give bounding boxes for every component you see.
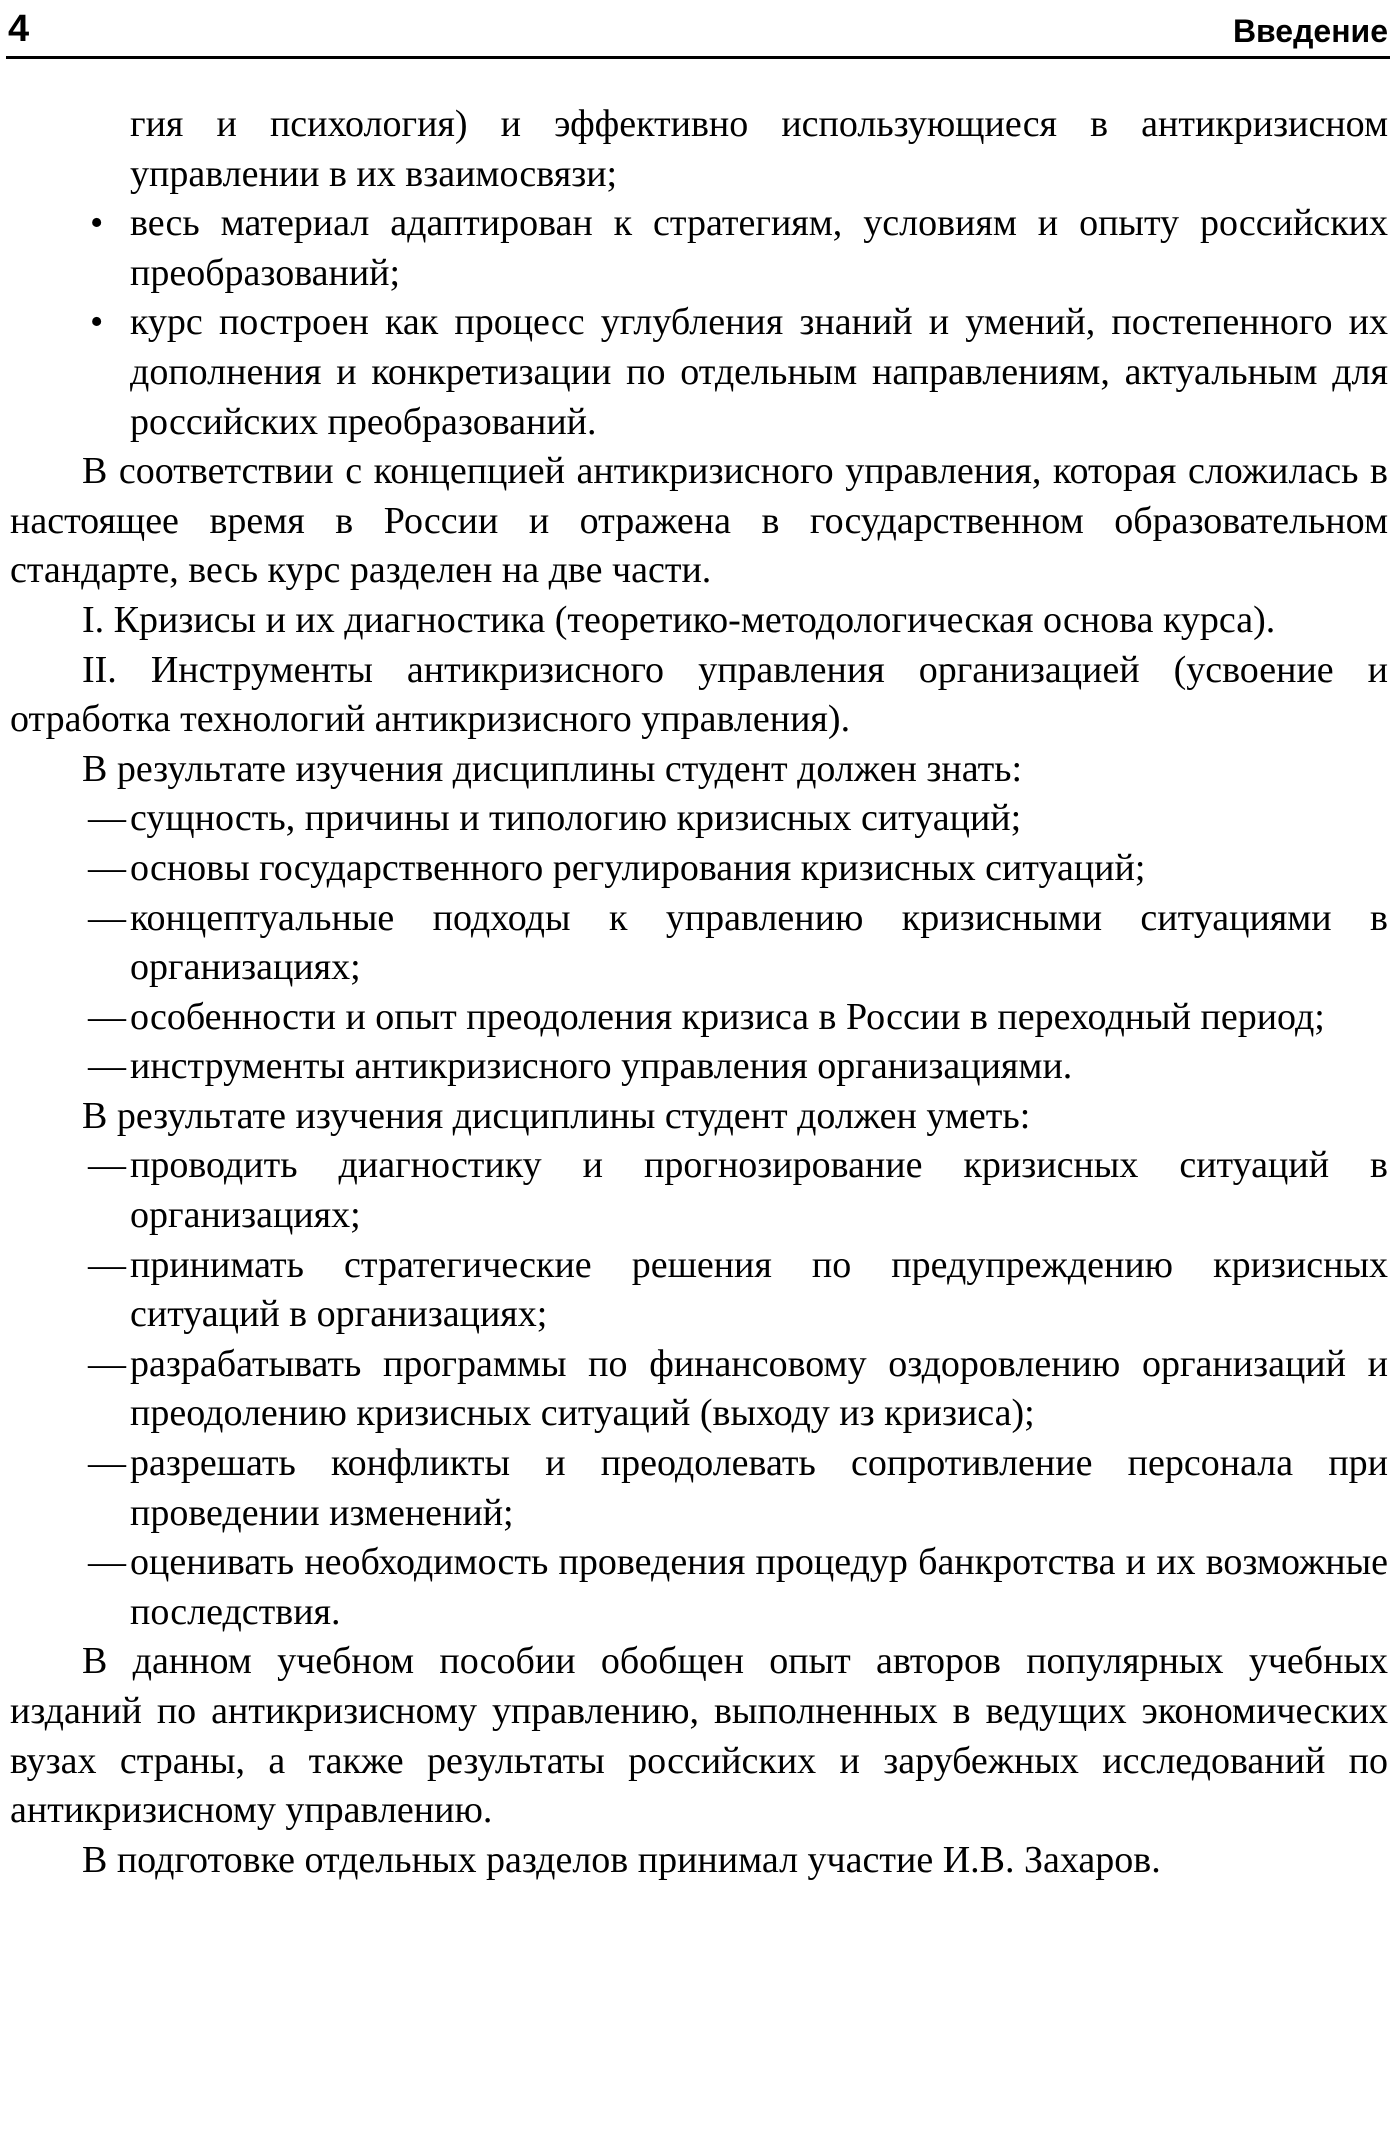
- dash-marker: —: [88, 1442, 126, 1485]
- continued-list-item: гия и психология) и эффективно использующиеся в антикризисном управлении в их взаимосвязи;: [130, 103, 1388, 195]
- paragraph-credit: В подготовке отдельных разделов принимал участие И.В. Захаров.: [82, 1838, 1161, 1881]
- know-intro: В результате изучения дисциплины студент должен знать:: [82, 747, 1023, 790]
- dash-marker: —: [88, 1144, 126, 1187]
- dash-marker: —: [88, 995, 126, 1038]
- paragraph-part-two: II. Инструменты антикризисного управления организацией (усвоение и отработка технологий антикризисного управления).: [10, 648, 1388, 741]
- know-item-text: сущность, причины и типологию кризисных ситуаций;: [130, 797, 1022, 840]
- know-item: [10, 844, 1388, 894]
- know-item: [10, 1042, 1388, 1092]
- know-item-text: инструменты антикризисного управления организациями.: [130, 1045, 1073, 1088]
- know-item: [10, 993, 1388, 1043]
- bullet-item: [10, 298, 1388, 447]
- bullet-text: курс построен как процесс углубления знаний и умений, постепенного их дополнения и конкретизации по отдельным направлениям, актуальным для российских преобразований.: [130, 301, 1388, 443]
- paragraph-part-one: I. Кризисы и их диагностика (теоретико-методологическая основа курса).: [82, 598, 1276, 641]
- bullet-marker: •: [90, 202, 104, 245]
- able-item: [10, 1241, 1388, 1340]
- paragraph-concept: В соответствии с концепцией антикризисного управления, которая сложилась в настоящее время в России и отражена в государственном образовательном стандарте, весь курс разделен на две части.: [10, 450, 1388, 592]
- able-item: [10, 1141, 1388, 1240]
- page-body: [10, 100, 1388, 1885]
- dash-marker: —: [88, 1541, 126, 1584]
- dash-marker: —: [88, 1342, 126, 1385]
- able-item: [10, 1538, 1388, 1637]
- able-item: [10, 1439, 1388, 1538]
- dash-marker: —: [88, 896, 126, 939]
- know-item-text: концептуальные подходы к управлению кризисными ситуациями в организациях;: [130, 896, 1388, 989]
- bullet-marker: •: [90, 301, 104, 344]
- page-header: [6, 4, 1390, 59]
- page-number: 4: [8, 8, 30, 50]
- dash-marker: —: [88, 1045, 126, 1088]
- able-item-text: принимать стратегические решения по предупреждению кризисных ситуаций в организациях;: [130, 1243, 1388, 1336]
- know-item: [10, 794, 1388, 844]
- paragraph-summary: В данном учебном пособии обобщен опыт авторов популярных учебных изданий по антикризисному управлению, выполненных в ведущих экономических вузах страны, а также результаты российских и зарубежных исследований по антикризисному управлению.: [10, 1640, 1388, 1832]
- bullet-text: весь материал адаптирован к стратегиям, условиям и опыту российских преобразований;: [130, 202, 1388, 294]
- able-item: [10, 1340, 1388, 1439]
- dash-marker: —: [88, 846, 126, 889]
- know-item-text: особенности и опыт преодоления кризиса в России в переходный период;: [130, 995, 1325, 1038]
- running-title: Введение: [1232, 13, 1388, 49]
- able-item-text: разрабатывать программы по финансовому оздоровлению организаций и преодолению кризисных ситуаций (выходу из кризиса);: [130, 1342, 1388, 1435]
- dash-marker: —: [88, 1243, 126, 1286]
- able-item-text: проводить диагностику и прогнозирование кризисных ситуаций в организациях;: [130, 1144, 1388, 1237]
- able-item-text: разрешать конфликты и преодолевать сопротивление персонала при проведении изменений;: [130, 1442, 1388, 1534]
- bullet-item: [10, 199, 1388, 298]
- know-item-text: основы государственного регулирования кризисных ситуаций;: [130, 846, 1146, 889]
- able-intro: В результате изучения дисциплины студент должен уметь:: [82, 1094, 1031, 1137]
- dash-marker: —: [88, 797, 126, 840]
- know-item: [10, 894, 1388, 993]
- able-item-text: оценивать необходимость проведения процедур банкротства и их возможные последствия.: [130, 1541, 1388, 1633]
